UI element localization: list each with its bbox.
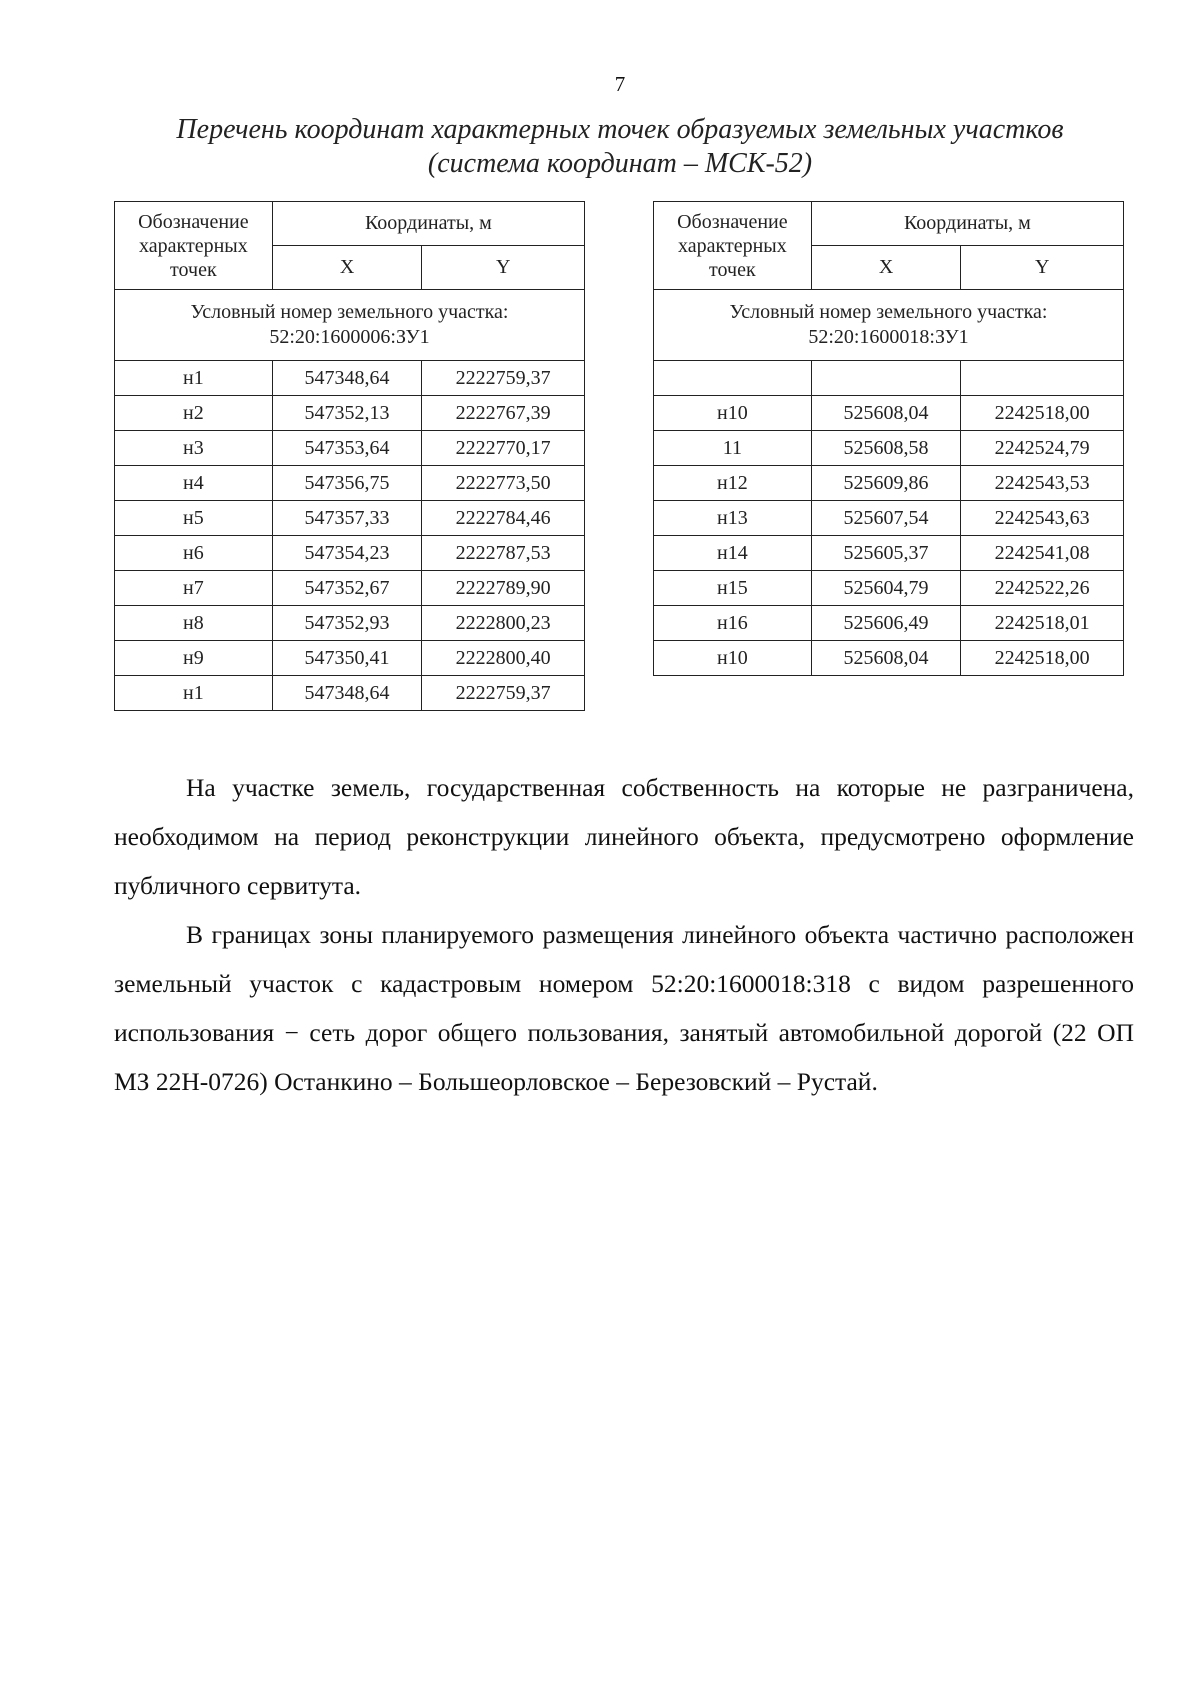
x-cell: 525606,49 (811, 606, 961, 641)
table-row (654, 606, 1124, 641)
point-cell (654, 361, 812, 396)
y-cell: 2222800,40 (422, 641, 585, 676)
x-cell: 547350,41 (272, 641, 422, 676)
y-cell: 2222800,23 (422, 606, 585, 641)
point-cell: н5 (115, 501, 273, 536)
point-cell: н13 (654, 501, 812, 536)
header-designation: Обозначение характерных точек (654, 202, 812, 290)
table-2-rows (654, 361, 1124, 676)
point-cell: н14 (654, 536, 812, 571)
x-cell: 525607,54 (811, 501, 961, 536)
y-cell: 2242518,00 (961, 641, 1124, 676)
table-row (654, 536, 1124, 571)
paragraph: На участке земель, государственная собственность на которые не разграничена, необходимом на период реконструкции линейного объекта, предусмотрено оформление публичного сервитута. (114, 773, 1134, 900)
point-cell: н7 (115, 571, 273, 606)
y-cell: 2222759,37 (422, 676, 585, 711)
coordinates-table-2 (653, 201, 1124, 676)
point-cell: н6 (115, 536, 273, 571)
point-cell: н1 (115, 676, 273, 711)
x-cell: 547352,93 (272, 606, 422, 641)
point-cell: н3 (115, 431, 273, 466)
y-cell: 2242524,79 (961, 431, 1124, 466)
y-cell: 2222787,53 (422, 536, 585, 571)
table-row (654, 501, 1124, 536)
x-cell: 547352,13 (272, 396, 422, 431)
point-cell: н12 (654, 466, 812, 501)
header-y: Y (422, 246, 585, 290)
table-row (654, 466, 1124, 501)
paragraph: В границах зоны планируемого размещения линейного объекта частично расположен земельный участок с кадастровым номером 52:20:1600018:318 с видом разрешенного использования − сеть дорог общего пользования, занятый автомобильной дорогой (22 ОП МЗ 22Н-0726) Останкино – Большеорловское – Березовский – Рустай. (114, 920, 1134, 1096)
page-number: 7 (614, 72, 626, 96)
x-cell: 525604,79 (811, 571, 961, 606)
header-y: Y (961, 246, 1124, 290)
title-line-2: (система координат – МСК-52) (427, 148, 813, 179)
point-cell: н4 (115, 466, 273, 501)
x-cell: 547356,75 (272, 466, 422, 501)
point-cell: н10 (654, 641, 812, 676)
x-cell: 547357,33 (272, 501, 422, 536)
table-row (115, 466, 585, 501)
x-cell (811, 361, 961, 396)
x-cell: 547352,67 (272, 571, 422, 606)
parcel-number-cell (115, 290, 585, 361)
x-cell: 547353,64 (272, 431, 422, 466)
header-coordinates: Координаты, м (811, 202, 1123, 246)
y-cell: 2242522,26 (961, 571, 1124, 606)
parcel-label: Условный номер земельного участка: (190, 301, 509, 323)
x-cell: 525605,37 (811, 536, 961, 571)
document-title (120, 113, 1120, 181)
title-line-1: Перечень координат характерных точек образуемых земельных участков (176, 114, 1064, 145)
x-cell: 525608,58 (811, 431, 961, 466)
point-cell: н1 (115, 361, 273, 396)
x-cell: 525608,04 (811, 396, 961, 431)
header-x: X (272, 246, 422, 290)
table-row (115, 431, 585, 466)
table-row (654, 361, 1124, 396)
parcel-number-cell (654, 290, 1124, 361)
y-cell: 2222759,37 (422, 361, 585, 396)
coordinates-table-1 (114, 201, 585, 711)
parcel-label: Условный номер земельного участка: (729, 301, 1048, 323)
y-cell: 2222773,50 (422, 466, 585, 501)
y-cell: 2242543,53 (961, 466, 1124, 501)
y-cell: 2242543,63 (961, 501, 1124, 536)
y-cell: 2222767,39 (422, 396, 585, 431)
y-cell: 2242518,01 (961, 606, 1124, 641)
point-cell: н8 (115, 606, 273, 641)
y-cell (961, 361, 1124, 396)
x-cell: 525608,04 (811, 641, 961, 676)
x-cell: 525609,86 (811, 466, 961, 501)
point-cell: н15 (654, 571, 812, 606)
point-cell: н10 (654, 396, 812, 431)
table-row (115, 571, 585, 606)
table-row (115, 641, 585, 676)
table-row (654, 571, 1124, 606)
table-row (115, 361, 585, 396)
table-row (115, 536, 585, 571)
header-x: X (811, 246, 961, 290)
table-1-rows (115, 361, 585, 711)
x-cell: 547354,23 (272, 536, 422, 571)
point-cell: н9 (115, 641, 273, 676)
parcel-number: 52:20:1600006:ЗУ1 (269, 326, 430, 348)
body-text (114, 763, 1134, 1106)
point-cell: н16 (654, 606, 812, 641)
point-cell: н2 (115, 396, 273, 431)
point-cell: 11 (654, 431, 812, 466)
table-row (654, 431, 1124, 466)
parcel-number: 52:20:1600018:ЗУ1 (808, 326, 969, 348)
y-cell: 2222770,17 (422, 431, 585, 466)
y-cell: 2222784,46 (422, 501, 585, 536)
x-cell: 547348,64 (272, 676, 422, 711)
table-row (115, 606, 585, 641)
table-row (115, 396, 585, 431)
x-cell: 547348,64 (272, 361, 422, 396)
table-row (654, 396, 1124, 431)
table-row (115, 676, 585, 711)
y-cell: 2222789,90 (422, 571, 585, 606)
y-cell: 2242518,00 (961, 396, 1124, 431)
header-coordinates: Координаты, м (272, 202, 584, 246)
table-row (654, 641, 1124, 676)
table-row (115, 501, 585, 536)
header-designation: Обозначение характерных точек (115, 202, 273, 290)
y-cell: 2242541,08 (961, 536, 1124, 571)
